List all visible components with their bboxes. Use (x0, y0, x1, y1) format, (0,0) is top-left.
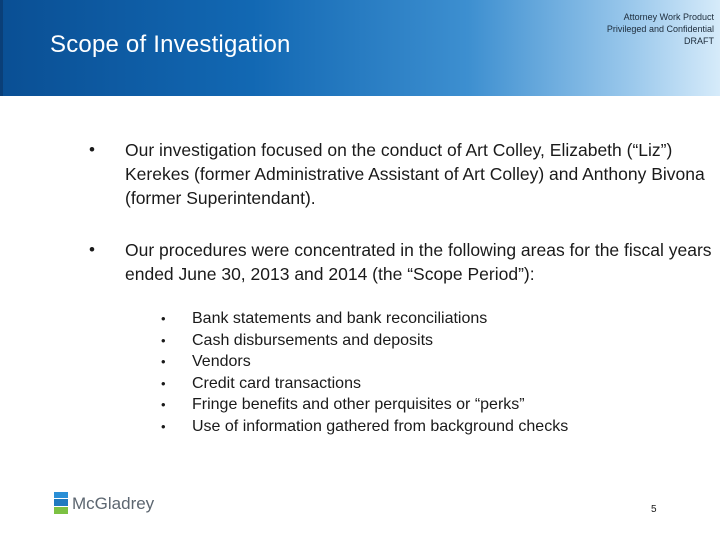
confidential-notice (607, 11, 714, 47)
bullet-text: Our procedures were concentrated in the following areas for the fiscal years ended June 30, 2013 and 2014 (the “Scope Period”): (125, 240, 712, 284)
confidential-line-privileged: Privileged and Confidential (606, 24, 714, 34)
sub-list-item (0, 416, 720, 438)
sub-item-text: Vendors (192, 353, 251, 370)
confidential-line-draft: DRAFT (684, 36, 714, 46)
sub-bullet-marker: • (161, 311, 166, 326)
sub-item-text: Bank statements and bank reconciliations (192, 310, 488, 327)
header-banner (0, 0, 720, 96)
header-edge (0, 0, 3, 96)
sub-bullet-marker: • (161, 376, 166, 391)
page-number: 5 (651, 504, 657, 515)
confidential-line-work-product: Attorney Work Product (623, 12, 714, 22)
sub-list-item (0, 394, 720, 416)
sub-item-text: Cash disbursements and deposits (192, 332, 434, 349)
sub-item-text: Credit card transactions (192, 375, 361, 392)
sub-bullet-marker: • (161, 354, 166, 369)
sub-list-item (0, 351, 720, 373)
logo-text: McGladrey (72, 494, 155, 513)
bullet-text: Our investigation focused on the conduct of Art Colley, Elizabeth (“Liz”) Kerekes (former Administrative Assistant of Art Colley) and Anthony Bivona (former Superintendant). (125, 140, 705, 208)
logo-mark-icon (54, 492, 68, 514)
sub-list-item (0, 373, 720, 395)
sub-item-text: Fringe benefits and other perquisites or “perks” (192, 396, 525, 413)
bullet-marker: • (89, 140, 95, 159)
slide-title: Scope of Investigation (50, 31, 291, 58)
sub-bullet-marker: • (161, 419, 166, 434)
sub-bullet-marker: • (161, 397, 166, 412)
sub-list-item (0, 330, 720, 352)
sub-list-item (0, 308, 720, 330)
sub-item-text: Use of information gathered from background checks (192, 418, 569, 435)
bullet-marker: • (89, 240, 95, 259)
sub-bullet-marker: • (161, 333, 166, 348)
